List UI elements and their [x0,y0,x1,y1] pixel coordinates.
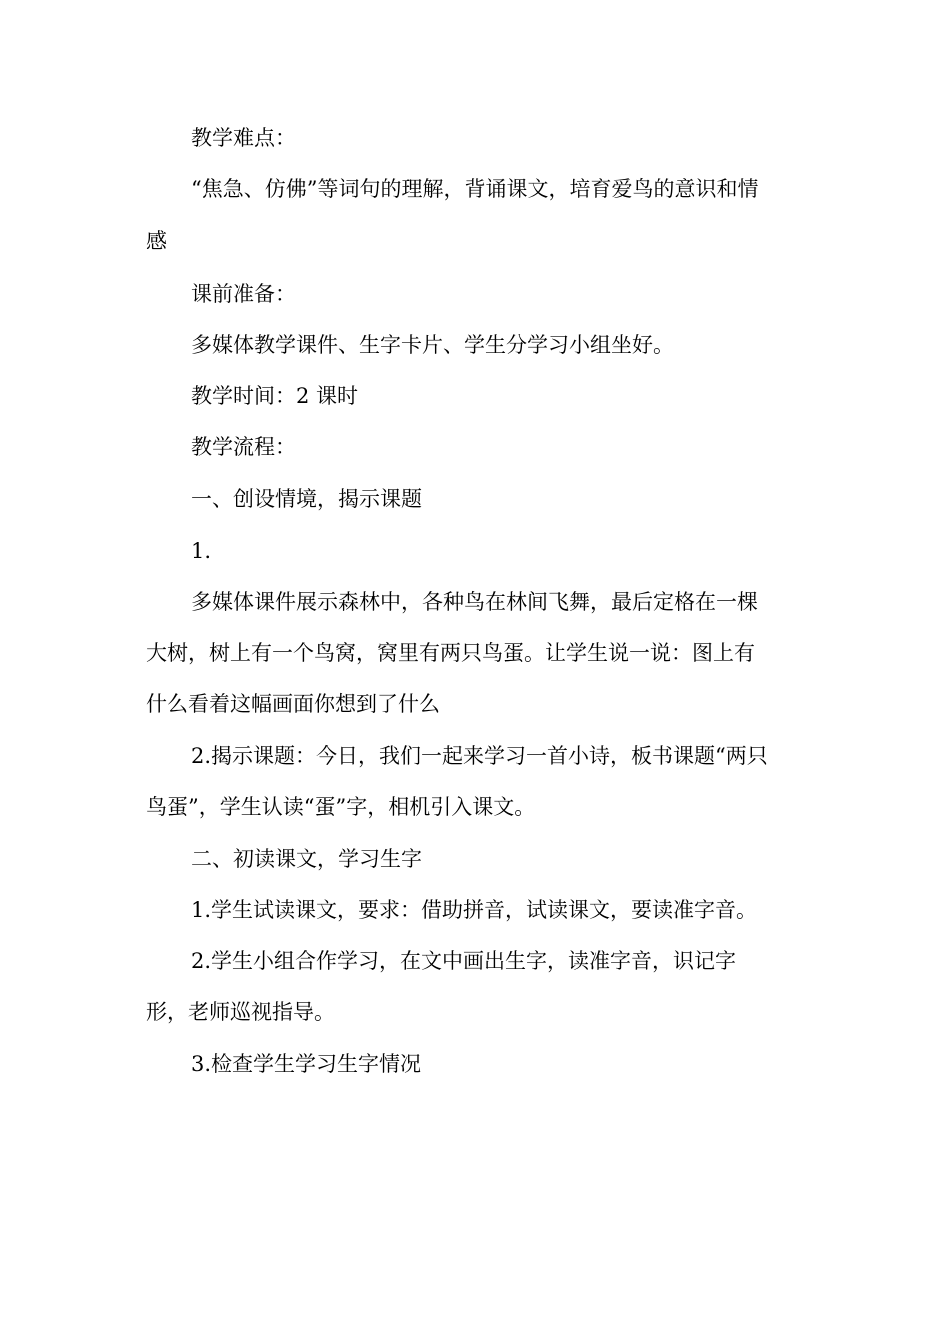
section-heading-1: 一、创设情境，揭示课题 [191,487,422,511]
paragraph-item-1-line-2: 大树，树上有一个鸟窝，窝里有两只鸟蛋。让学生说一说：图上有 [146,641,755,665]
list-item-number-1: 1. [191,539,212,563]
paragraph-item-1-line-1: 多媒体课件展示森林中，各种鸟在林间飞舞，最后定格在一棵 [191,590,758,614]
paragraph-step-3: 3.检查学生学习生字情况 [191,1052,422,1076]
heading-teaching-process: 教学流程： [191,435,296,459]
paragraph-step-2-line-1: 2.学生小组合作学习，在文中画出生字，读准字音，识记字 [191,949,737,973]
paragraph-item-2-line-1: 2.揭示课题：今日，我们一起来学习一首小诗，板书课题“两只 [191,744,768,768]
section-heading-2: 二、初读课文，学习生字 [191,847,422,871]
paragraph-difficulty-line-1: “焦急、仿佛”等词句的理解，背诵课文，培育爱鸟的意识和情 [191,177,759,201]
teaching-time: 教学时间：2 课时 [191,384,359,408]
paragraph-step-2-line-2: 形，老师巡视指导。 [146,1000,335,1024]
paragraph-difficulty-line-2: 感 [146,229,167,253]
paragraph-step-1: 1.学生试读课文，要求：借助拼音，试读课文，要读准字音。 [191,898,758,922]
paragraph-item-1-line-3: 什么看着这幅画面你想到了什么 [146,692,440,716]
paragraph-item-2-line-2: 鸟蛋”，学生认读“蛋”字，相机引入课文。 [146,795,536,819]
heading-teaching-difficulty: 教学难点： [191,126,296,150]
paragraph-preparation: 多媒体教学课件、生字卡片、学生分学习小组坐好。 [191,333,674,357]
heading-preparation: 课前准备： [191,282,296,306]
